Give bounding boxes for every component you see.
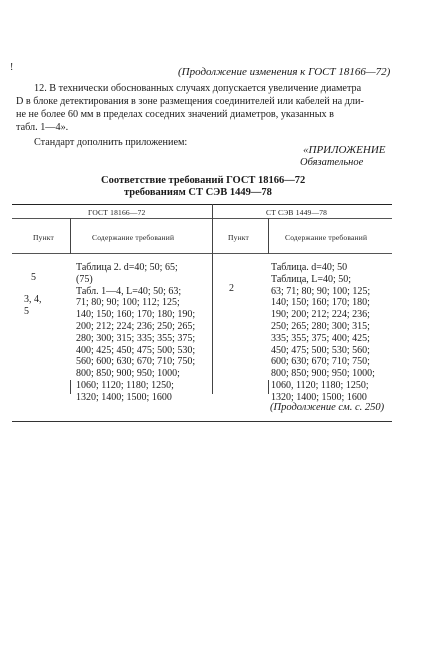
table-col-divider-right-tail	[268, 380, 269, 394]
table-title-line-2: требованиям СТ СЭВ 1449—78	[124, 187, 272, 198]
right-content-line: 140; 150; 160; 170; 180;	[271, 297, 370, 309]
paragraph-line-2: D в блоке детектирования в зоне размещения соединителей или кабелей на дли-	[16, 96, 364, 107]
right-content-block	[271, 262, 375, 404]
table-header-rule	[12, 253, 392, 254]
right-content-line: 190; 200; 212; 224; 236;	[271, 309, 370, 321]
left-content-line: 71; 80; 90; 100; 112; 125;	[76, 297, 180, 309]
right-content-line: Таблица, L=40; 50;	[271, 273, 352, 285]
left-point-3: 5	[24, 306, 29, 317]
paragraph-line-1: 12. В технически обоснованных случаях допускается увеличение диаметра	[34, 83, 362, 94]
appendix-title: «ПРИЛОЖЕНИЕ	[303, 144, 386, 156]
col-header-point-right: Пункт	[228, 233, 250, 242]
left-content-line: 800; 850; 900; 950; 1000;	[76, 368, 180, 380]
table-col-divider-left-tail	[70, 380, 71, 394]
left-content-line: (75)	[76, 273, 93, 285]
left-content-line: 140; 150; 160; 170; 180; 190;	[76, 309, 196, 321]
right-content-line: 63; 71; 80; 90; 100; 125;	[271, 285, 371, 297]
right-content-line: 450; 475; 500; 530; 560;	[271, 344, 370, 356]
right-content-line: 250; 265; 280; 300; 315;	[271, 320, 370, 332]
table-group-divider	[212, 204, 213, 394]
right-content-line: 1320; 1400; 1500; 1600	[271, 391, 367, 403]
paragraph-line-4: табл. 1—4».	[16, 122, 69, 133]
right-point: 2	[229, 283, 234, 294]
right-content-line: 800; 850; 900; 950; 1000;	[271, 368, 375, 380]
left-content-line: 200; 212; 224; 236; 250; 265;	[76, 320, 196, 332]
appendix-note: Обязательное	[300, 157, 364, 168]
table-col-divider-right	[268, 218, 269, 254]
left-point-2: 3, 4,	[24, 294, 42, 305]
left-content-line: Табл. 1—4, L=40; 50; 63;	[76, 285, 182, 297]
right-content-line: 1060, 1120; 1180; 1250;	[271, 379, 369, 391]
group-header-gost: ГОСТ 18166—72	[88, 208, 146, 217]
left-content-line: 1320; 1400; 1500; 1600	[76, 391, 172, 403]
right-content-line: 600; 630; 670; 710; 750;	[271, 356, 370, 368]
col-header-point-left: Пункт	[33, 233, 55, 242]
corner-mark: !	[10, 62, 14, 73]
col-header-content-right: Содержание требований	[285, 233, 368, 242]
table-title-line-1: Соответствие требований ГОСТ 18166—72	[101, 175, 306, 186]
table-top-rule	[12, 204, 392, 205]
left-content-line: 560; 600; 630; 670; 710; 750;	[76, 356, 196, 368]
table-col-divider-left	[70, 218, 71, 254]
group-header-st-sev: СТ СЭВ 1449—78	[266, 208, 328, 217]
continuation-note: (Продолжение см. с. 250)	[270, 402, 385, 413]
right-content-line: Таблица. d=40; 50	[271, 262, 348, 273]
col-header-content-left: Содержание требований	[92, 233, 175, 242]
left-content-line: 400; 425; 450; 475; 500; 530;	[76, 344, 196, 356]
left-content-line: Таблица 2. d=40; 50; 65;	[76, 262, 178, 273]
page-header: (Продолжение изменения к ГОСТ 18166—72)	[178, 66, 391, 78]
table-group-rule	[12, 218, 392, 219]
right-content-line: 335; 355; 375; 400; 425;	[271, 332, 370, 344]
page-bottom-rule	[12, 421, 392, 422]
add-appendix-line: Стандарт дополнить приложением:	[34, 137, 188, 148]
left-content-line: 1060; 1120; 1180; 1250;	[76, 379, 174, 391]
left-point-1: 5	[31, 272, 36, 283]
left-content-block	[76, 262, 195, 404]
paragraph-line-3: не не более 60 мм в пределах соседних значений диаметров, указанных в	[16, 109, 334, 120]
left-content-line: 280; 300; 315; 335; 355; 375;	[76, 332, 196, 344]
